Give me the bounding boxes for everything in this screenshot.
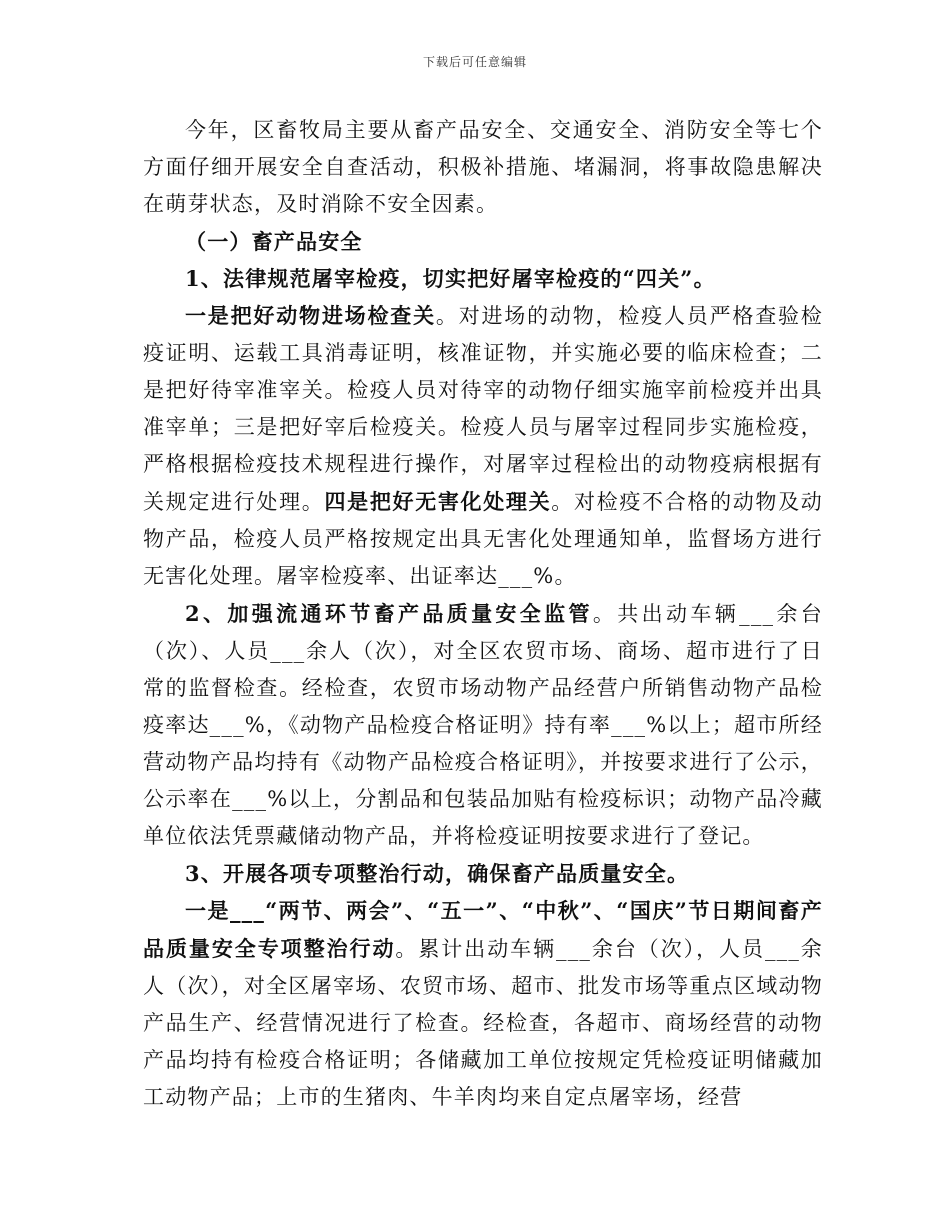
document-body <box>143 112 823 1116</box>
item3-heading: 3、开展各项专项整治行动，确保畜产品质量安全。 <box>185 861 690 886</box>
item1-bold-a: 一是把好动物进场检查关 <box>185 303 436 328</box>
item1-text-b: 。对检疫不合格的动物及动物产品，检疫人员严格按规定出具无害化处理通知单，监督场方进行无害化处理。屠宰检疫率、出证率达___%。 <box>143 490 824 588</box>
item2-text: 。共出动车辆___余台（次）、人员___余人（次），对全区农贸市场、商场、超市进行了日常的监督检查。经检查，农贸市场动物产品经营户所销售动物产品检疫率达___%，《动物产品检疫合格证明》持有率___%以上；超市所经营动物产品均持有《动物产品检疫合格证明》，并按要求进行了公示，公示率在___%以上，分割品和包装品加贴有检疫标识；动物产品冷藏单位依法凭票藏储动物产品，并将检疫证明按要求进行了登记。 <box>143 602 823 848</box>
item3-bold: 一是___“两节、两会”、“五一”、“中秋”、“国庆”节日期间畜产品质量安全专项整治行动 <box>143 898 823 961</box>
item3-text: 。累计出动车辆___余台（次），人员___余人（次），对全区屠宰场、农贸市场、超市、批发市场等重点区域动物产品生产、经营情况进行了检查。经检查，各超市、商场经营的动物产品均持有检疫合格证明；各储藏加工单位按规定凭检疫证明储藏加工动物产品；上市的生猪肉、牛羊肉均来自定点屠宰场，经营 <box>143 937 823 1109</box>
item2-paragraph <box>143 595 823 855</box>
item1-bold-b: 四是把好无害化处理关 <box>324 489 552 514</box>
section-heading: （一）畜产品安全 <box>185 229 363 254</box>
page-header: 下载后可任意编辑 <box>422 55 527 69</box>
intro-paragraph: 今年，区畜牧局主要从畜产品安全、交通安全、消防安全等七个方面仔细开展安全自查活动，积极补措施、堵漏洞，将事故隐患解决在萌芽状态，及时消除不安全因素。 <box>143 118 823 216</box>
item1-heading: 1、法律规范屠宰检疫，切实把好屠宰检疫的“四关”。 <box>185 266 716 291</box>
item2-bold: 2、加强流通环节畜产品质量安全监管 <box>185 601 593 626</box>
item1-text-a: 。对进场的动物，检疫人员严格查验检疫证明、运载工具消毒证明，核准证物，并实施必要的临床检查；二是把好待宰准宰关。检疫人员对待宰的动物仔细实施宰前检疫并出具准宰单；三是把好宰后检疫关。检疫人员与屠宰过程同步实施检疫，严格根据检疫技术规程进行操作，对屠宰过程检出的动物疫病根据有关规定进行处理。 <box>143 304 824 514</box>
item1-paragraph <box>143 297 823 595</box>
item3-paragraph <box>143 892 823 1116</box>
